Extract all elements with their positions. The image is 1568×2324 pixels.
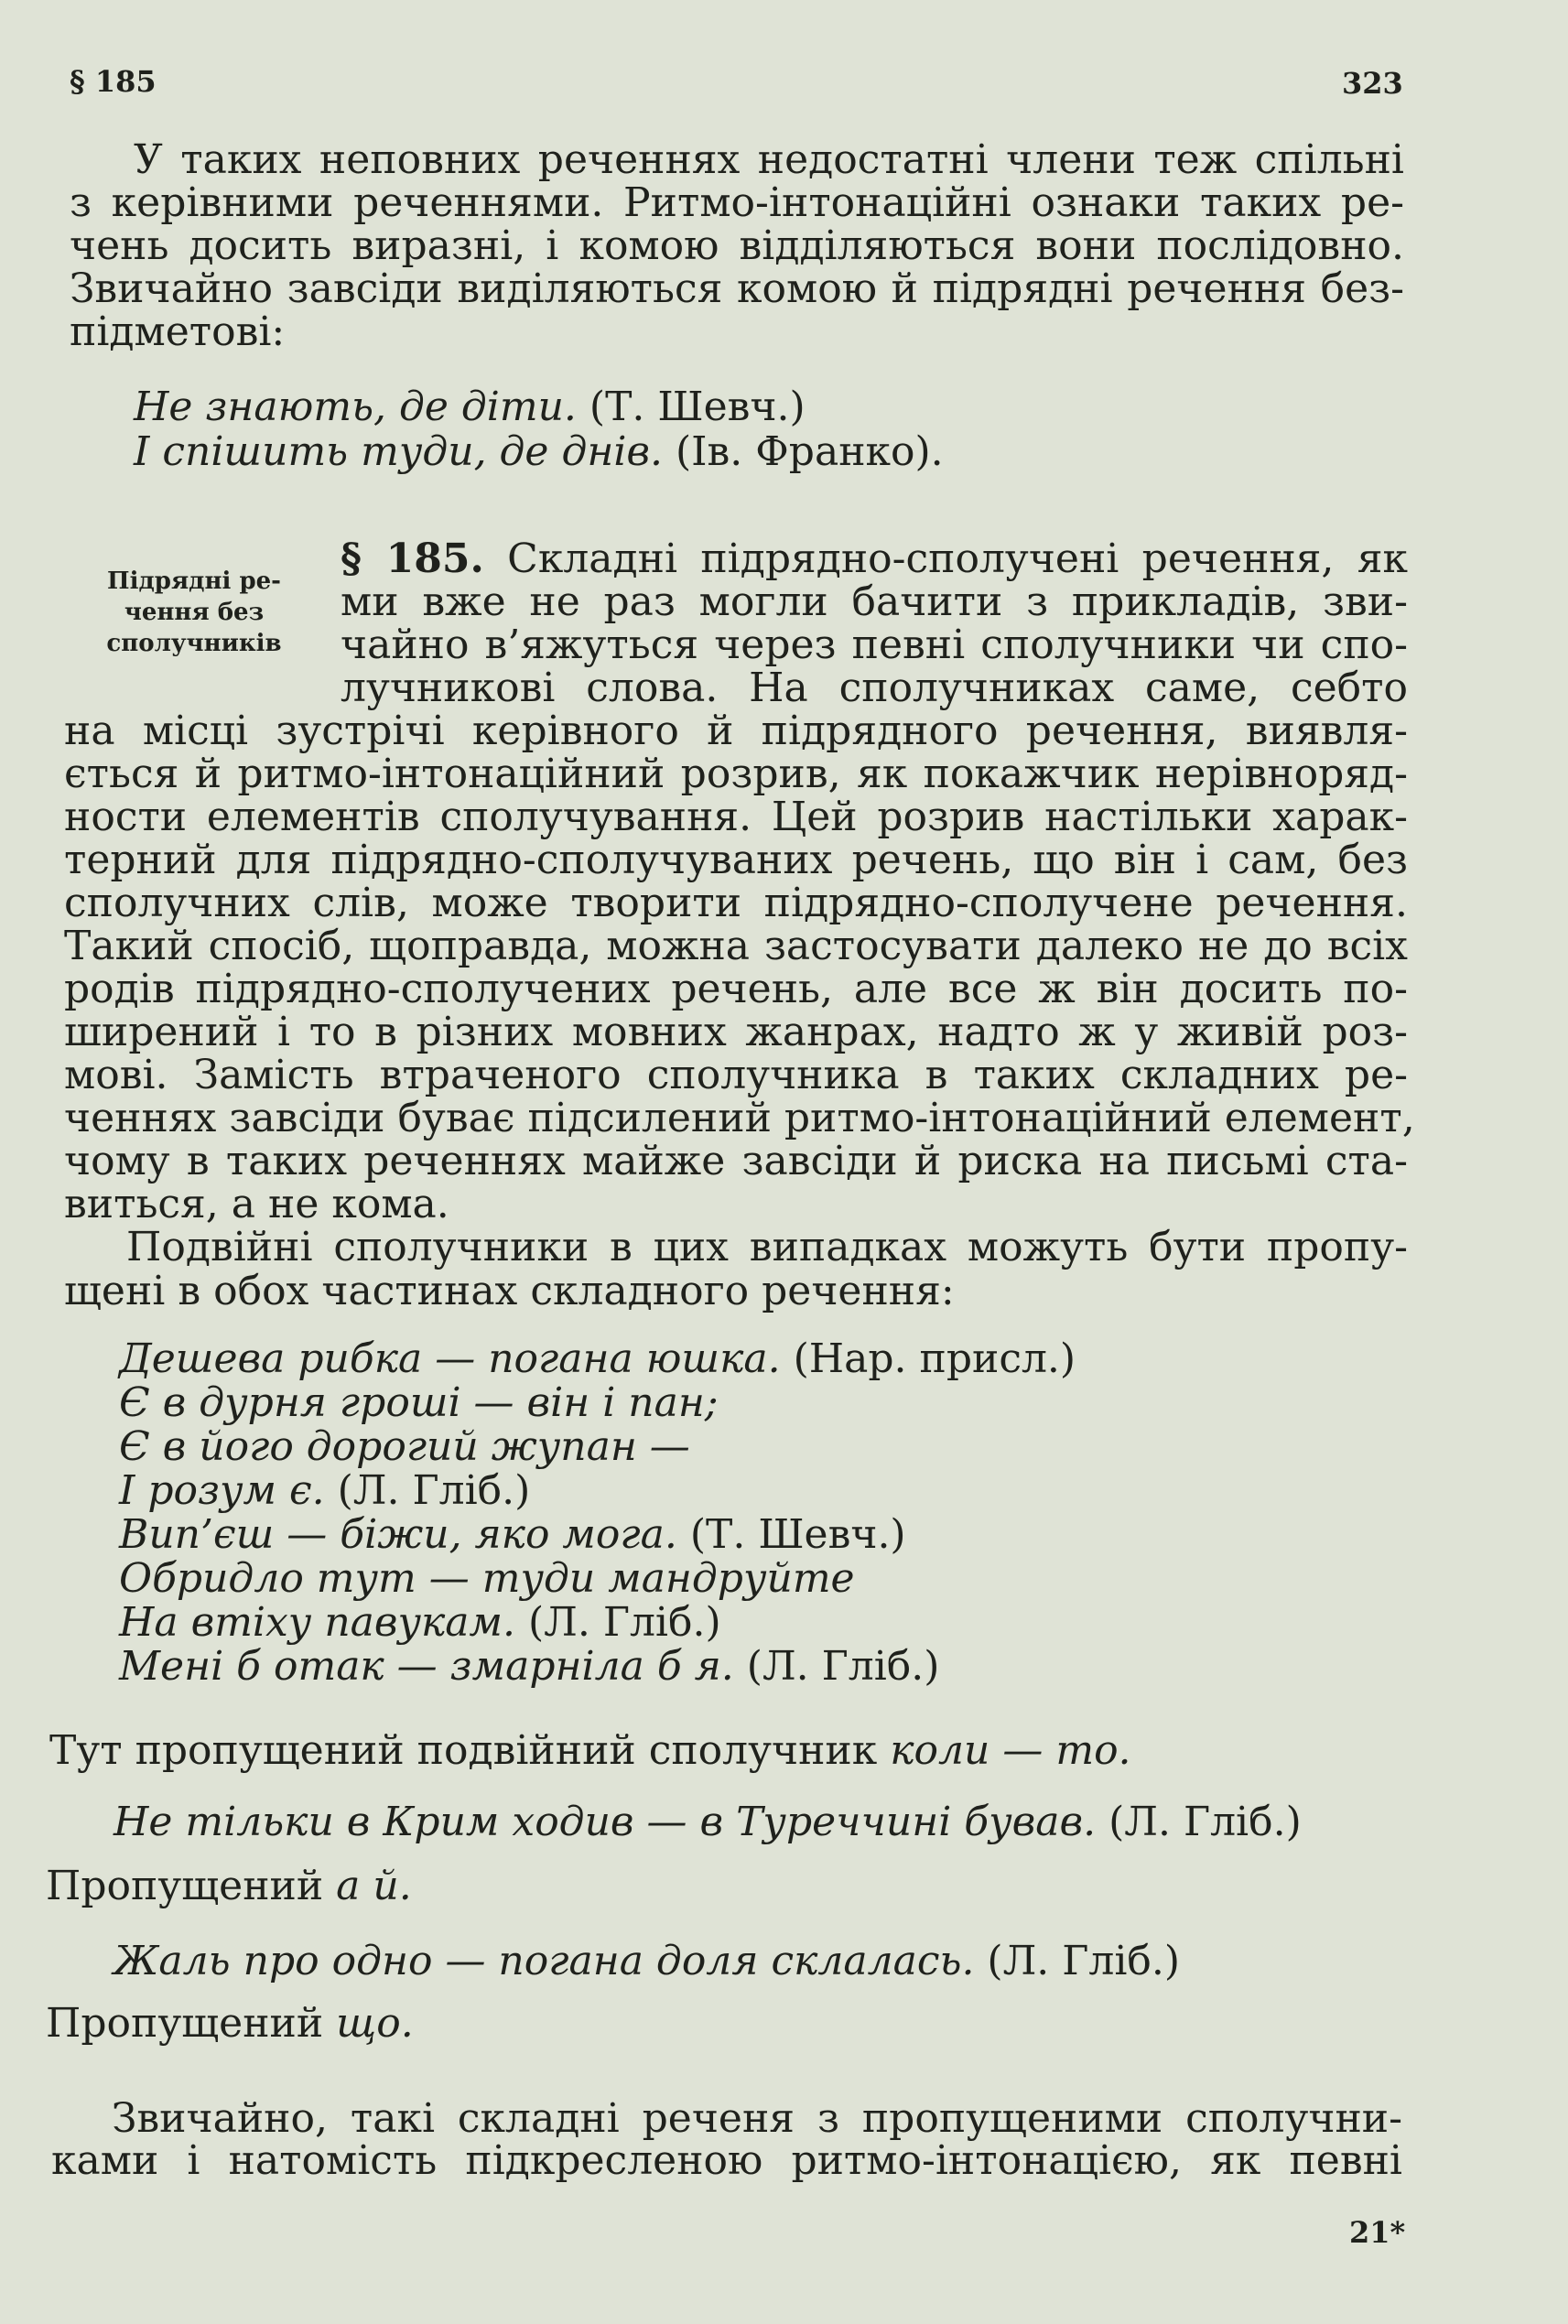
margin-note-line: чення без	[124, 599, 265, 626]
example-source: (Нар. присл.)	[780, 1335, 1076, 1382]
running-header-section: § 185	[70, 64, 157, 99]
example-line	[119, 1380, 1309, 1425]
section-lead-text: Складні підрядно-сполучені речення, як	[483, 535, 1408, 582]
example-source: (Л. Гліб.)	[515, 1599, 721, 1646]
explanatory-note	[49, 1728, 1131, 1773]
page-number: 323	[1342, 66, 1403, 101]
example-source: (Л. Гліб.)	[324, 1467, 531, 1514]
example-source: (Т. Шевч.)	[576, 384, 806, 430]
example-line	[119, 1556, 1309, 1601]
text-line: з керівними реченнями. Ритмо-інтонаційні ознаки таких ре-	[70, 179, 1404, 226]
example-source: (Л. Гліб.)	[1096, 1799, 1302, 1845]
section-number: § 185.	[341, 535, 484, 582]
example-quote: На втіху павукам.	[119, 1599, 515, 1646]
text-line: на місці зустрічі керівного й підрядного речення, виявля-	[64, 708, 1408, 754]
example-quote: Не тільки в Крим ходив — в Туреччині бував.	[114, 1799, 1097, 1845]
example-line-3	[114, 1800, 1302, 1844]
margin-note	[71, 566, 317, 659]
text-line: терний для підрядно-сполучуваних речень, що він і сам, без	[64, 837, 1408, 883]
note-italic: коли — то.	[890, 1727, 1131, 1774]
text-line: лучникові слова. На сполучниках саме, себто	[341, 665, 1408, 711]
text-line: Звичайно завсіди виділяються комою й підрядні речення без-	[70, 265, 1404, 312]
text-line: чень досить виразні, і комою відділяються вони послідовно.	[70, 222, 1404, 269]
text-line: чайно в’яжуться через певні сполучники чи спо-	[341, 622, 1408, 668]
margin-note-line: сполучників	[106, 630, 282, 657]
example-quote: Є в його дорогий жупан —	[119, 1423, 690, 1470]
example-quote: Обридло тут — туди мандруйте	[119, 1555, 855, 1602]
example-line	[119, 1468, 1309, 1513]
example-quote: Вип’єш — біжи, яко мога.	[119, 1511, 677, 1558]
example-line	[134, 429, 1324, 474]
explanatory-note	[46, 2001, 414, 2046]
example-line	[119, 1336, 1309, 1381]
note-text: Пропущений	[46, 1863, 337, 1909]
text-line: виться, а не кома.	[64, 1181, 449, 1227]
example-quote: Мені б отак — змарніла б я.	[119, 1643, 734, 1690]
text-line: У таких неповних реченнях недостатні члени теж спільні	[134, 136, 1404, 183]
note-text: Пропущений	[46, 2000, 337, 2047]
text-line: ками і натомість підкресленою ритмо-інтонацією, як певні	[51, 2137, 1402, 2184]
example-quote: І розум є.	[119, 1467, 325, 1514]
example-line	[119, 1644, 1309, 1689]
text-line: Подвійні сполучники в цих випадках можуть бути пропу-	[126, 1224, 1408, 1270]
example-line	[119, 1424, 1309, 1469]
text-line: родів підрядно-сполучених речень, але все ж він досить по-	[64, 966, 1408, 1012]
example-quote: Дешева рибка — погана юшка.	[119, 1335, 781, 1382]
example-source: (Л. Гліб.)	[733, 1643, 940, 1690]
text-line: підметові:	[70, 308, 286, 355]
note-italic: що.	[336, 2000, 414, 2047]
text-line: Такий спосіб, щоправда, можна застосувати далеко не до всіх	[64, 923, 1408, 969]
example-source: (Л. Гліб.)	[974, 1938, 1181, 1984]
margin-note-line: Підрядні ре-	[107, 567, 281, 595]
example-quote: І спішить туди, де днів.	[134, 428, 663, 475]
note-text: Тут пропущений подвійний сполучник	[49, 1727, 891, 1774]
example-quote: Є в дурня гроші — він і пан;	[119, 1379, 719, 1426]
text-line: ми вже не раз могли бачити з прикладів, зви-	[341, 578, 1408, 625]
text-line: щені в обох частинах складного речення:	[64, 1268, 955, 1314]
text-line: сполучних слів, може творити підрядно-сполучене речення.	[64, 880, 1408, 926]
text-line: ширений і то в різних мовних жанрах, надто ж у живій роз-	[64, 1009, 1408, 1055]
example-line	[119, 1600, 1309, 1645]
text-line: Звичайно, такі складні реченя з пропущеними сполучни-	[112, 2095, 1402, 2142]
printer-signature: 21*	[1349, 2215, 1406, 2250]
example-source: (Т. Шевч.)	[676, 1511, 906, 1558]
example-quote: Жаль про одно — погана доля склалась.	[114, 1938, 975, 1984]
example-quote: Не знають, де діти.	[134, 384, 577, 430]
example-line-4	[114, 1939, 1180, 1984]
example-line	[119, 1512, 1309, 1557]
explanatory-note	[46, 1864, 412, 1908]
text-line: ється й ритмо-інтонаційний розрив, як покажчик нерівноряд-	[64, 751, 1408, 797]
section-first-line	[341, 536, 1408, 581]
text-line: чому в таких реченнях майже завсіди й риска на письмі ста-	[64, 1138, 1408, 1184]
note-italic: а й.	[336, 1863, 412, 1909]
text-line: мові. Замість втраченого сполучника в таких складних ре-	[64, 1052, 1408, 1098]
example-line	[134, 384, 1324, 429]
example-source: (Ів. Франко).	[663, 428, 944, 475]
text-line: ности елементів сполучування. Цей розрив настільки харак-	[64, 794, 1408, 840]
text-line: ченнях завсіди буває підсилений ритмо-інтонаційний елемент,	[64, 1095, 1415, 1141]
